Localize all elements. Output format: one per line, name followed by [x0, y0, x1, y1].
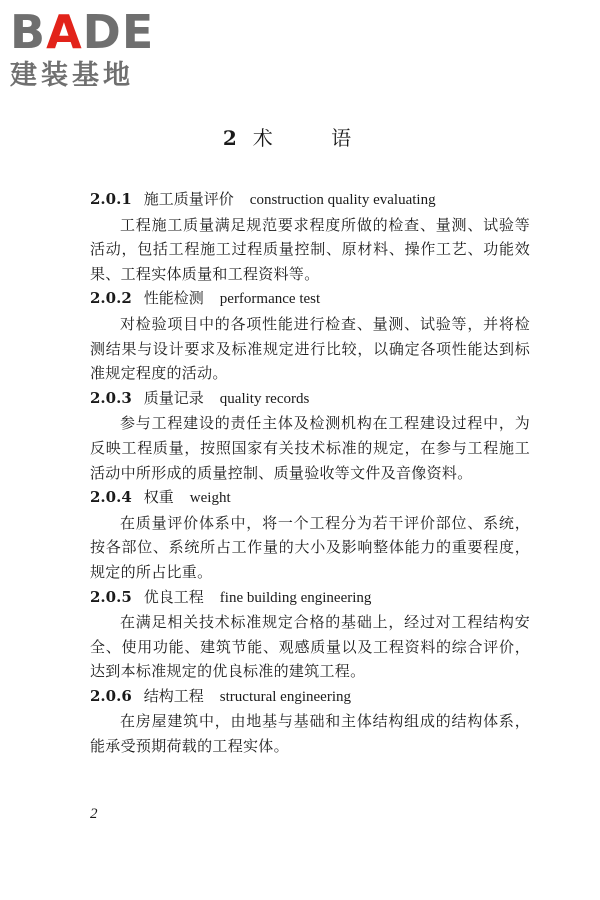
term-heading [90, 187, 530, 213]
term-definition: 在质量评价体系中，将一个工程分为若干评价部位、系统，按各部位、系统所占工作量的大小及影响整体能力的重要程度，规定的所占比重。 [90, 513, 530, 581]
term-definition: 在满足相关技术标准规定合格的基础上，经过对工程结构安全、使用功能、建筑节能、观感质量以及工程资料的综合评价，达到本标准规定的优良标准的建筑工程。 [90, 613, 530, 681]
term-english: weight [189, 490, 231, 507]
term-entry [90, 684, 530, 759]
term-definition: 工程施工质量满足规范要求程度所做的检查、量测、试验等活动，包括工程施工过程质量控制、原材料、操作工艺、功能效果、工程实体质量和工程资料等。 [90, 215, 530, 283]
logo-letters-de: DE [82, 5, 155, 59]
term-number: 2.0.2 [90, 289, 132, 308]
term-entry [90, 585, 530, 684]
term-chinese: 质量记录 [143, 388, 204, 407]
term-heading [90, 684, 530, 710]
term-entry [90, 187, 530, 286]
logo-letter-b: B [10, 5, 47, 59]
term-entry [90, 386, 530, 485]
term-number: 2.0.3 [90, 388, 132, 407]
term-chinese: 性能检测 [143, 289, 204, 308]
page-number: 2 [90, 806, 98, 822]
term-chinese: 权重 [143, 488, 174, 507]
term-number: 2.0.6 [90, 686, 132, 705]
term-english: quality records [219, 390, 310, 407]
chapter-number: 2 [222, 126, 237, 150]
logo [10, 6, 180, 96]
term-english: performance test [219, 291, 321, 308]
terms-list [90, 187, 530, 759]
term-chinese: 施工质量评价 [143, 190, 234, 208]
term-definition: 在房屋建筑中，由地基与基础和主体结构组成的结构体系，能承受预期荷载的工程实体。 [90, 712, 530, 756]
term-number: 2.0.1 [90, 190, 132, 208]
term-definition: 参与工程建设的责任主体及检测机构在工程建设过程中，为反映工程质量，按照国家有关技术标准的规定，在参与工程施工活动中所形成的质量控制、质量验收等文件及音像资料。 [90, 414, 530, 482]
logo-wordmark [10, 6, 154, 58]
term-english: construction quality evaluating [249, 192, 436, 208]
chapter-title [0, 124, 600, 152]
term-chinese: 结构工程 [143, 686, 204, 705]
chapter-name: 术 语 [252, 126, 378, 150]
logo-letter-a: A [46, 5, 83, 59]
term-heading [90, 286, 530, 312]
term-number: 2.0.5 [90, 587, 132, 606]
term-entry [90, 485, 530, 584]
term-entry [90, 286, 530, 385]
term-heading [90, 386, 530, 412]
term-english: fine building engineering [219, 589, 372, 606]
logo-chinese-name: 建装基地 [10, 60, 134, 91]
term-definition: 对检验项目中的各项性能进行检查、量测、试验等，并将检测结果与设计要求及标准规定进行比较，以确定各项性能达到标准规定程度的活动。 [90, 314, 530, 383]
term-chinese: 优良工程 [143, 587, 204, 606]
term-number: 2.0.4 [90, 488, 132, 507]
term-english: structural engineering [219, 688, 351, 705]
term-heading [90, 485, 530, 511]
term-heading [90, 585, 530, 611]
